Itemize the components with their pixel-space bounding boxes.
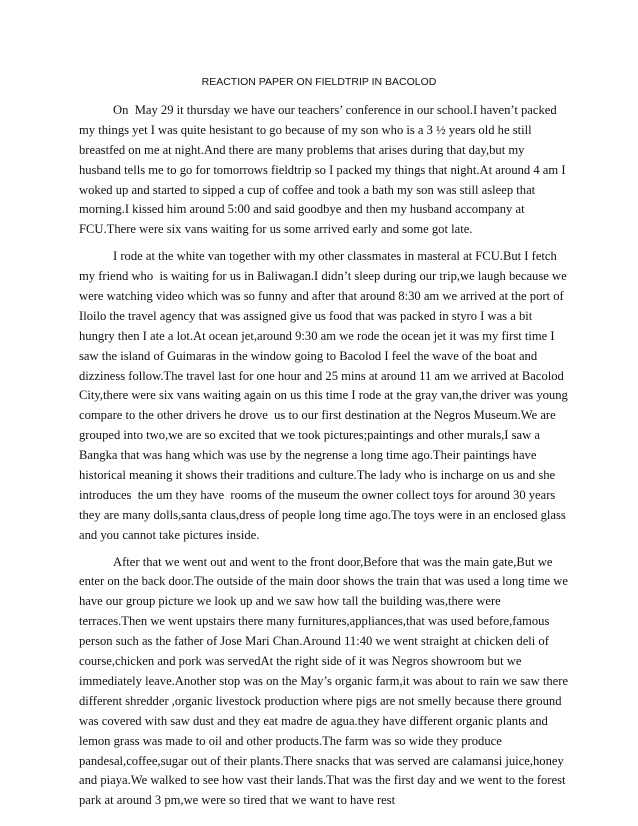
paragraph xyxy=(79,247,568,545)
text-line: different shredder ,organic livestock production where pigs are not smelly because there ground xyxy=(79,693,562,708)
text-line: hungry then I ate a lot.At ocean jet,around 9:30 am we rode the ocean jet it was my first time I xyxy=(79,328,555,343)
text-line: pandesal,coffee,sugar out of their plants.There snacks that was served are calamansi juice,honey xyxy=(79,753,564,768)
paragraph xyxy=(79,553,569,812)
text-line: course,chicken and pork was servedAt the right side of it was Negros showroom but we xyxy=(79,654,522,669)
text-line: my things yet I was quite hesistant to go because of my son who is a 3 ½ years old he still xyxy=(79,122,532,137)
document-title: REACTION PAPER ON FIELDTRIP IN BACOLOD xyxy=(201,76,437,88)
text-line: After that we went out and went to the front door,Before that was the main gate,But we xyxy=(113,554,553,569)
text-line: person such as the father of Jose Mari Chan.Around 11:40 we went straight at chicken deli of xyxy=(79,634,549,649)
text-line: was covered with saw dust and they eat madre de agua.they have different organic plants and xyxy=(79,713,548,728)
text-line: Iloilo the travel agency that was assigned give us food that was packed in styro I was a bit xyxy=(79,308,533,323)
paragraph xyxy=(79,101,565,240)
text-line: I rode at the white van together with my other classmates in masteral at FCU.But I fetch xyxy=(113,249,557,264)
text-line: were watching video which was so funny and after that around 8:30 am we arrived at the port of xyxy=(79,289,564,304)
text-line: lemon grass was made to oil and other products.The farm was so wide they produce xyxy=(79,733,502,748)
text-line: FCU.There were six vans waiting for us some arrived early and some got late. xyxy=(79,222,473,237)
text-line: morning.I kissed him around 5:00 and said goodbye and then my husband accompany at xyxy=(79,202,525,217)
text-line: immediately leave.Another stop was on the May’s organic farm,it was about to rain we saw there xyxy=(79,673,569,688)
text-line: grouped into two,we are so excited that we took pictures;paintings and other murals,I saw a xyxy=(79,428,540,443)
text-line: terraces.Then we went upstairs there many furnitures,appliances,that was used before,famous xyxy=(79,614,550,629)
text-line: City,there were six vans waiting again on us this time I rode at the gray van,the driver was young xyxy=(79,388,568,403)
text-line: and piaya.We walked to see how vast their lands.That was the first day and we went to the forest xyxy=(79,773,566,788)
text-line: breastfed on me at night.And there are many problems that arises during that day,but my xyxy=(79,142,525,157)
text-line: woked up and started to sipped a cup of coffee and took a bath my son was still asleep that xyxy=(79,182,536,197)
text-line: have our group picture we look up and we saw how tall the building was,there were xyxy=(79,594,501,609)
text-line: my friend who is waiting for us in Baliwagan.I didn’t sleep during our trip,we laugh because we xyxy=(79,269,567,284)
text-line: husband tells me to go for tomorrows fieldtrip so I packed my things that night.At around 4 am I xyxy=(79,162,566,177)
text-line: On May 29 it thursday we have our teachers’ conference in our school.I haven’t packed xyxy=(113,103,557,117)
document-body xyxy=(79,101,569,818)
text-line: enter on the back door.The outside of the main door shows the train that was used a long time we xyxy=(79,574,568,589)
text-line: dizziness follow.The travel last for one hour and 25 mins at around 11 am we arrived at Bacolod xyxy=(79,368,564,383)
text-line: they are many dolls,santa claus,dress of people long time ago.The toys were in an enclosed glass xyxy=(79,507,566,522)
text-line: compare to the other drivers he drove us to our first destination at the Negros Museum.We are xyxy=(79,408,556,423)
text-line: introduces the um they have rooms of the museum the owner collect toys for around 30 years xyxy=(79,487,556,502)
text-line: saw the island of Guimaras in the window going to Bacolod I feel the wave of the boat and xyxy=(79,348,538,363)
text-line: park at around 3 pm,we were so tired that we want to have rest xyxy=(79,793,396,808)
text-line: and you cannot take pictures inside. xyxy=(79,527,260,542)
text-line: historical meaning it shows their traditions and culture.The lady who is incharge on us and she xyxy=(79,468,556,483)
text-line: Bangka that was hang which was use by the negrense a long time ago.Their paintings have xyxy=(79,448,537,463)
